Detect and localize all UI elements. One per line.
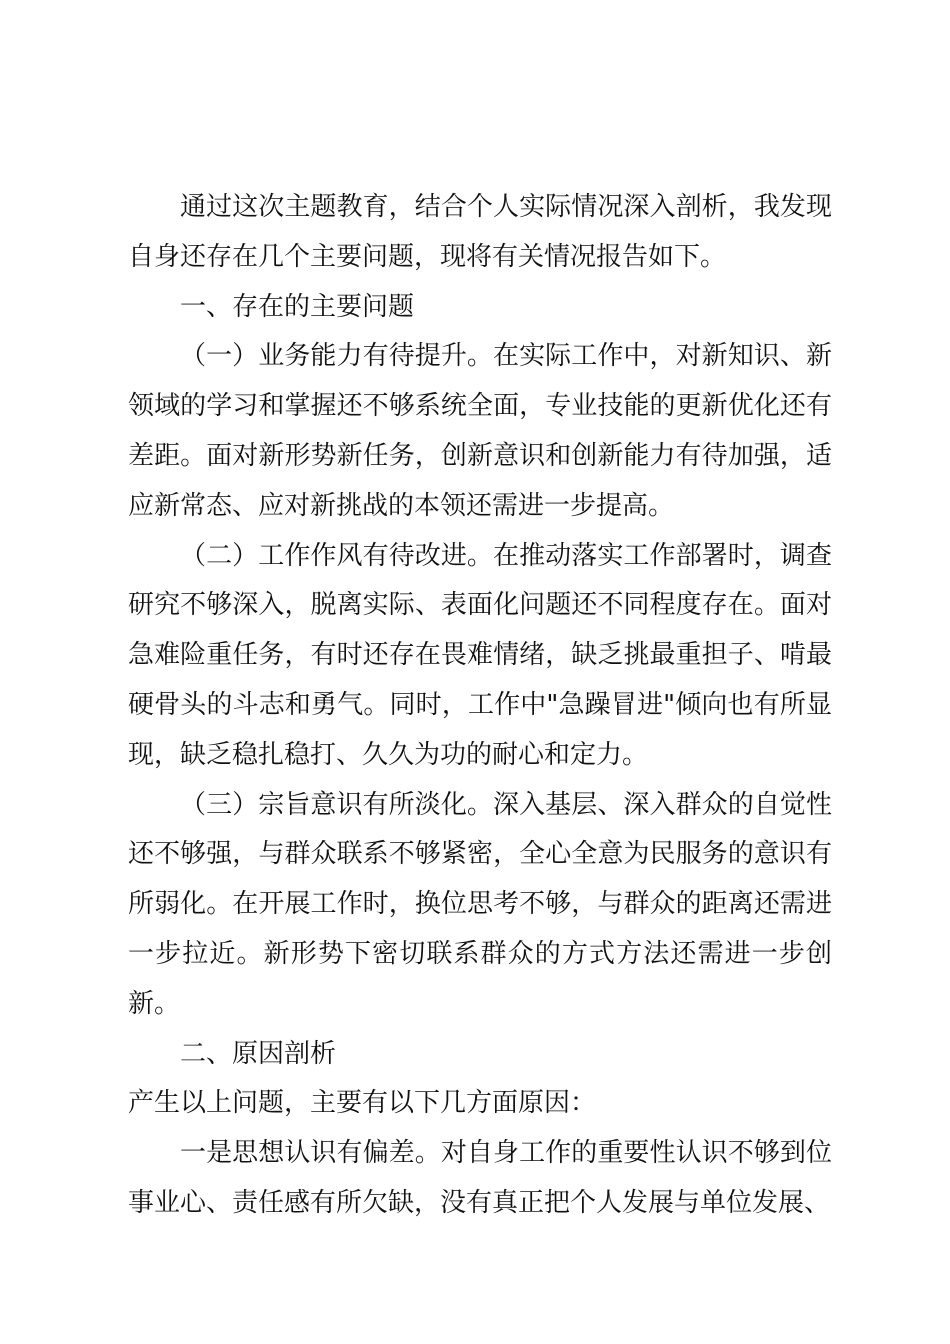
document-body xyxy=(128,183,832,1229)
cause-paragraph-1: 一是思想认识有偏差。对自身工作的重要性认识不够到位事业心、责任感有所欠缺，没有真正把个人发展与单位发展、 xyxy=(128,1138,832,1218)
section-heading-problems: 一、存在的主要问题 xyxy=(180,291,415,322)
problem-paragraph-2: （二）工作作风有待改进。在推动落实工作部署时，调查研究不够深入，脱离实际、表面化问题还不同程度存在。面对急难险重任务，有时还存在畏难情绪，缺乏挑最重担子、啃最硬骨头的斗志和勇气。同时，工作中"急躁冒进"倾向也有所显现，缺乏稳扎稳打、久久为功的耐心和定力。 xyxy=(128,540,832,770)
problem-paragraph-3: （三）宗旨意识有所淡化。深入基层、深入群众的自觉性还不够强，与群众联系不够紧密，全心全意为民服务的意识有所弱化。在开展工作时，换位思考不够，与群众的距离还需进一步拉近。新形势下密切联系群众的方式方法还需进一步创新。 xyxy=(128,789,832,1019)
intro-paragraph: 通过这次主题教育，结合个人实际情况深入剖析，我发现自身还存在几个主要问题，现将有关情况报告如下。 xyxy=(128,192,832,272)
problem-paragraph-1: （一）业务能力有待提升。在实际工作中，对新知识、新领域的学习和掌握还不够系统全面，专业技能的更新优化还有差距。面对新形势新任务，创新意识和创新能力有待加强，适应新常态、应对新挑战的本领还需进一步提高。 xyxy=(128,341,832,521)
section-heading-causes: 二、原因剖析 xyxy=(180,1038,337,1069)
causes-intro-paragraph: 产生以上问题，主要有以下几方面原因： xyxy=(128,1088,597,1119)
